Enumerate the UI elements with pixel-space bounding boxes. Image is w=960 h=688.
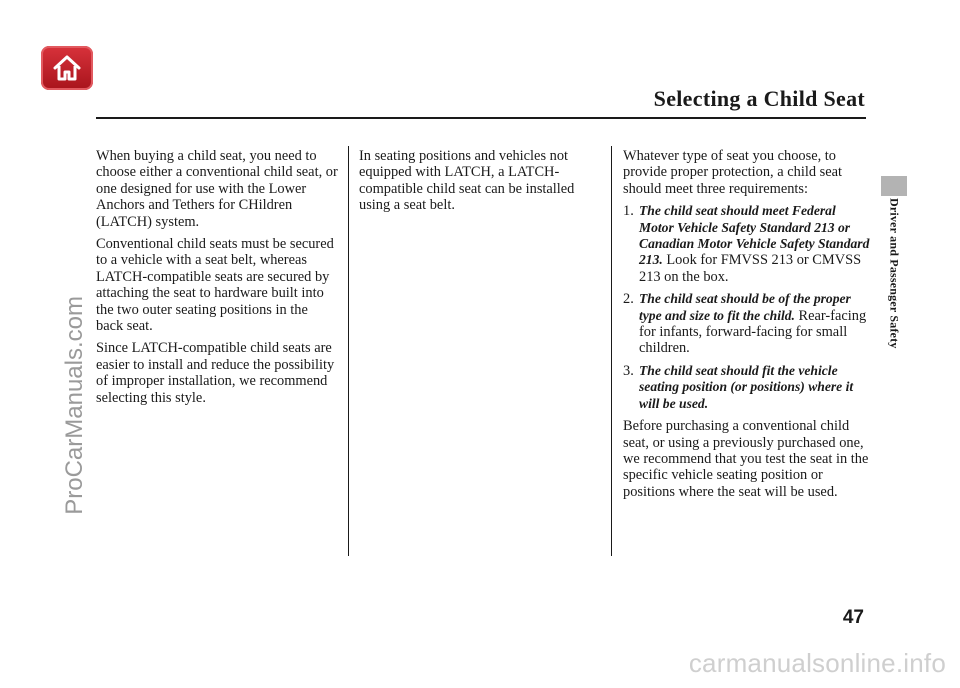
requirement-number: 2. (623, 291, 634, 308)
column-1 (96, 148, 338, 412)
home-icon (52, 54, 82, 82)
requirement-heading: The child seat should be of the proper type and size to fit the child. (639, 291, 851, 323)
column-divider (348, 146, 349, 556)
requirement-heading: The child seat should meet Federal Motor Vehicle Safety Standard 213 or Canadian Motor Vehicle Safety Standard 213. (639, 203, 870, 268)
requirement-item (623, 203, 871, 285)
requirement-heading: The child seat should fit the vehicle seating position (or positions) where it will be used. (639, 362, 854, 411)
column-2 (359, 148, 601, 220)
watermark-left: ProCarManuals.com (61, 295, 88, 515)
side-tab-marker[interactable] (881, 176, 907, 196)
paragraph: Since LATCH-compatible child seats are easier to install and reduce the possibility of improper installation, we recommend selecting this style. (96, 340, 335, 406)
requirement-detail: Look for FMVSS 213 or CMVSS 213 on the box. (639, 252, 862, 285)
requirement-number: 3. (623, 362, 634, 379)
requirements-intro: Whatever type of seat you choose, to provide proper protection, a child seat should meet three requirements: (623, 148, 842, 197)
closing-paragraph: Before purchasing a conventional child seat, or using a previously purchased one, we recommend that you test the seat in the specific vehicle seating position or positions where the seat will be used. (623, 418, 869, 500)
column-3 (623, 148, 871, 506)
requirement-item (623, 363, 871, 412)
watermark-bottom: carmanualsonline.info (688, 648, 946, 678)
home-button[interactable] (41, 46, 93, 90)
column-divider (611, 146, 612, 556)
section-title: Selecting a Child Seat (653, 86, 865, 111)
paragraph: When buying a child seat, you need to choose either a conventional child seat, or one designed for use with the Lower Anchors and Tethers for CHildren (LATCH) system. (96, 148, 338, 230)
title-rule (96, 117, 866, 119)
page-number: 47 (842, 607, 864, 628)
requirement-detail: Rear-facing for infants, forward-facing for small children. (639, 307, 867, 357)
requirement-number: 1. (623, 203, 634, 220)
side-tab-label: Driver and Passenger Safety (887, 198, 902, 349)
paragraph: In seating positions and vehicles not equipped with LATCH, a LATCH-compatible child seat can be installed using a seat belt. (359, 148, 575, 214)
paragraph: Conventional child seats must be secured to a vehicle with a seat belt, whereas LATCH-compatible seats are secured by attaching the seat to hardware built into the two outer seating positions in the back seat. (96, 236, 334, 335)
requirement-item (623, 291, 871, 357)
